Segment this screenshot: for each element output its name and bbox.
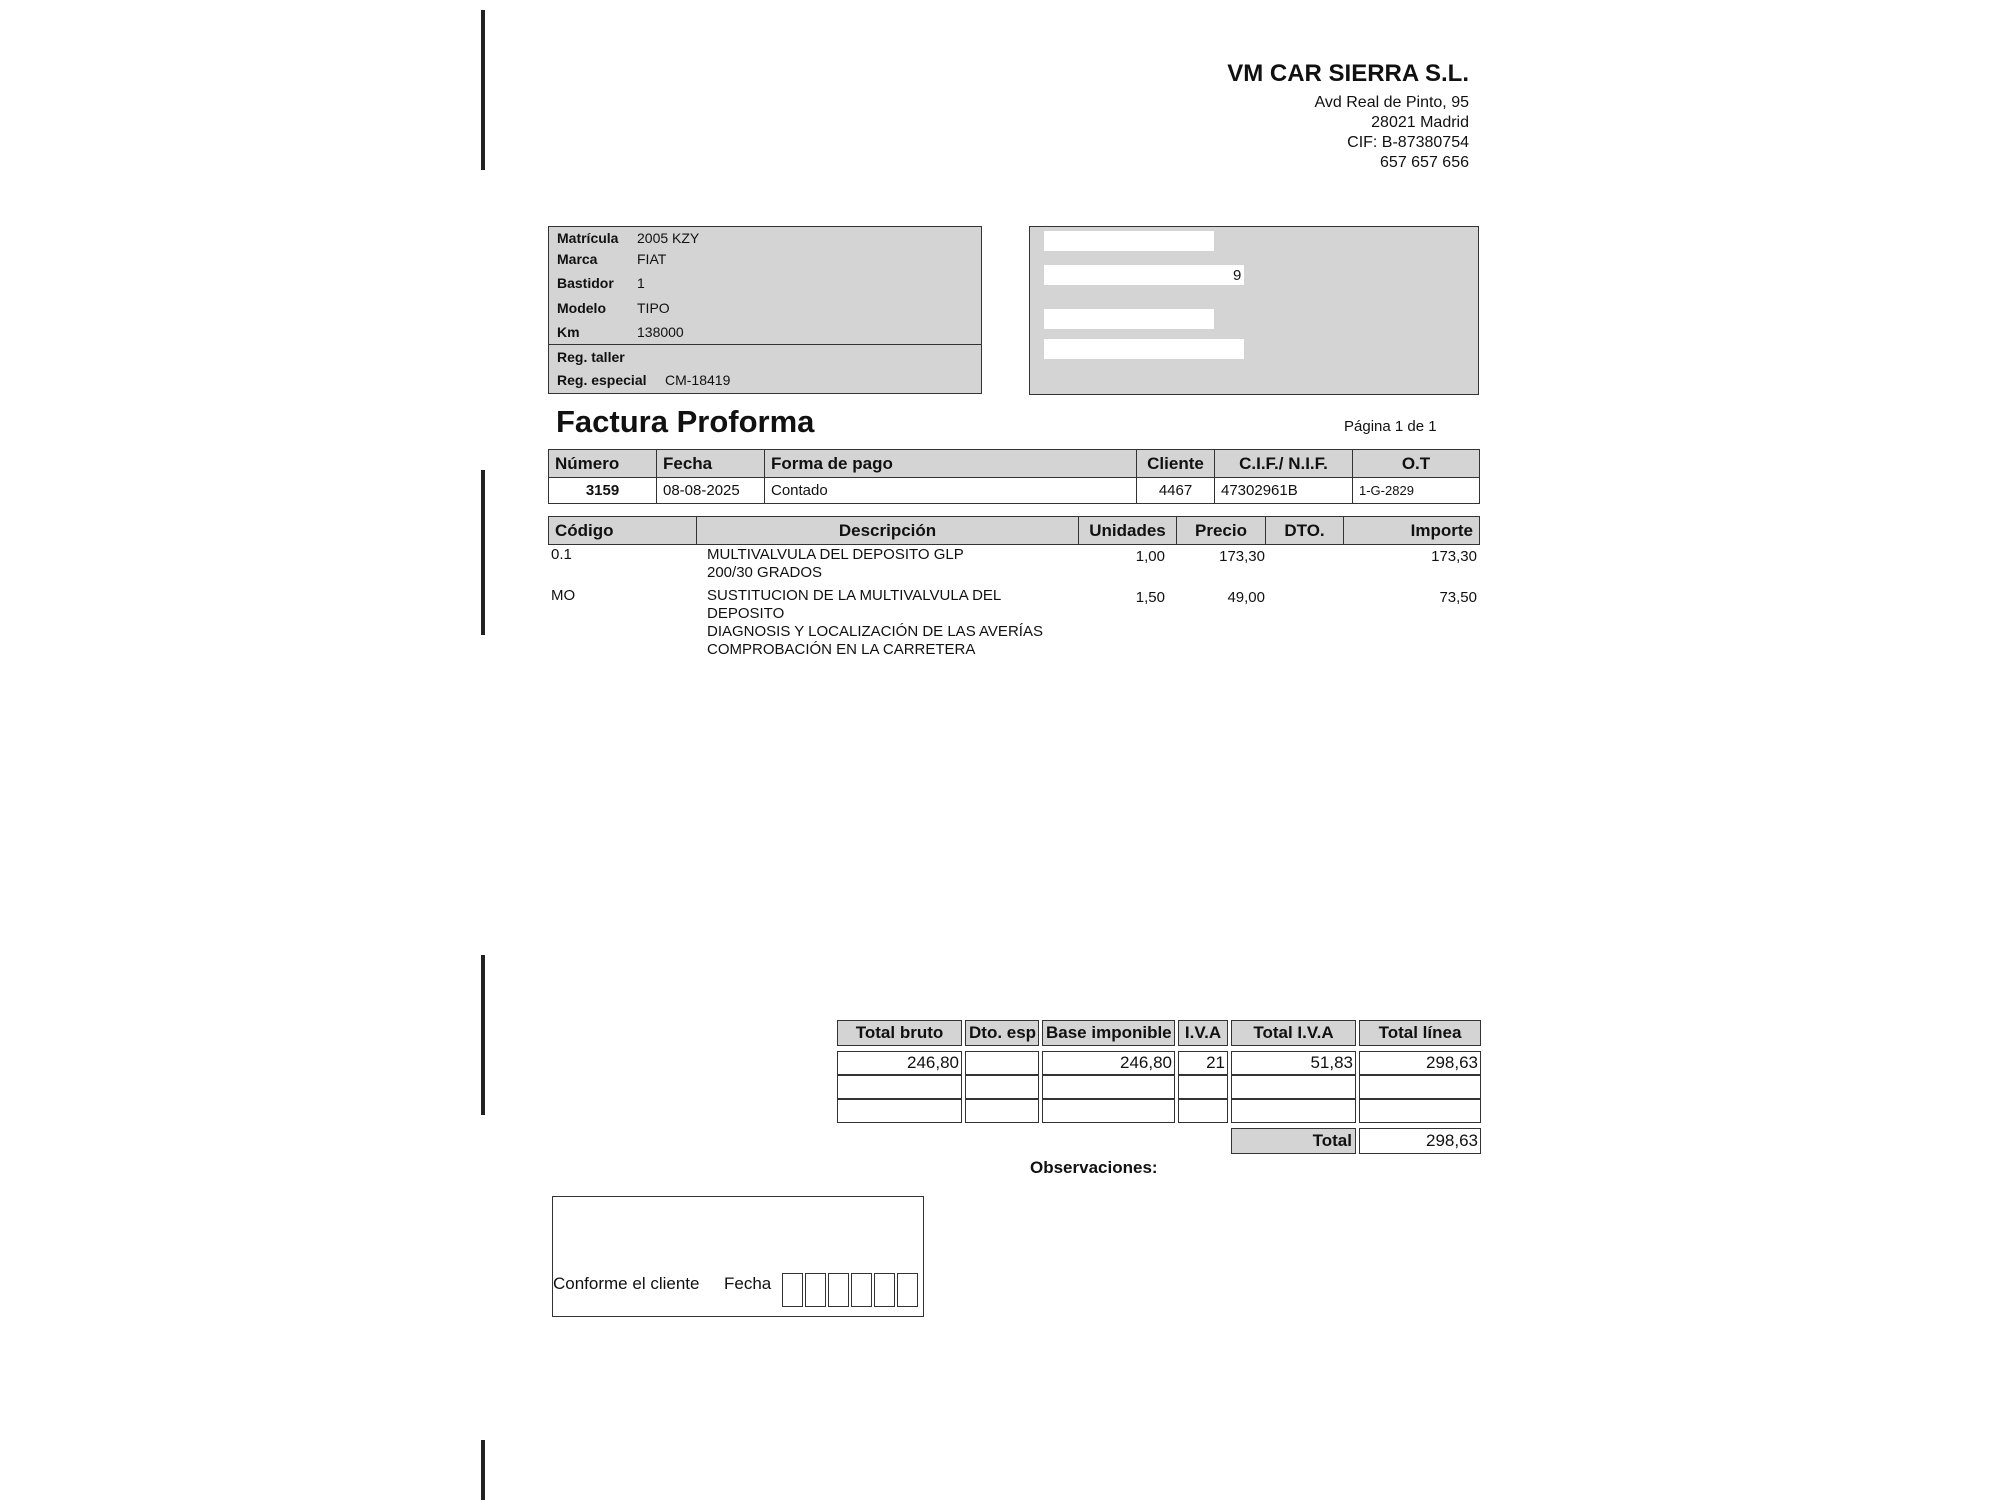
header-cliente: Cliente — [1137, 450, 1215, 478]
lines-header-descripcion: Descripción — [697, 517, 1079, 545]
totals-cell — [1231, 1099, 1356, 1123]
scan-edge-mark — [481, 955, 485, 1115]
company-address: Avd Real de Pinto, 95 — [1314, 94, 1469, 111]
km-label: Km — [557, 324, 580, 340]
line-item-description: COMPROBACIÓN EN LA CARRETERA — [707, 641, 976, 658]
line-item-price: 49,00 — [1227, 589, 1265, 606]
header-fecha: Fecha — [657, 450, 765, 478]
totals-cell: 298,63 — [1359, 1051, 1481, 1075]
date-digit-box[interactable] — [897, 1273, 918, 1307]
vehicle-row-modelo — [557, 300, 670, 316]
client-number: 4467 — [1137, 478, 1215, 504]
redaction-bar — [1044, 265, 1244, 285]
totals-header-total-bruto: Total bruto — [837, 1020, 962, 1046]
line-items-header — [548, 516, 1480, 545]
lines-header-precio: Precio — [1177, 517, 1266, 545]
payment-method: Contado — [765, 478, 1137, 504]
vehicle-row-marca — [557, 251, 666, 267]
line-item-description: SUSTITUCION DE LA MULTIVALVULA DEL — [707, 587, 1002, 604]
grand-total-label: Total — [1231, 1128, 1356, 1154]
vehicle-row-reg-taller — [557, 349, 625, 365]
totals-cell — [965, 1099, 1039, 1123]
totals-cell — [965, 1075, 1039, 1099]
reg-taller-label: Reg. taller — [557, 349, 625, 365]
line-item-price: 173,30 — [1219, 548, 1265, 565]
line-item-units: 1,00 — [1135, 548, 1165, 565]
header-ot: O.T — [1353, 450, 1480, 478]
header-cif-nif: C.I.F./ N.I.F. — [1215, 450, 1353, 478]
matricula-label: Matrícula — [557, 230, 619, 246]
marca-value: FIAT — [637, 251, 667, 267]
work-order: 1-G-2829 — [1353, 478, 1480, 504]
totals-cell: 246,80 — [1042, 1051, 1175, 1075]
totals-cell — [1042, 1075, 1175, 1099]
invoice-number: 3159 — [549, 478, 657, 504]
line-item-description: DIAGNOSIS Y LOCALIZACIÓN DE LAS AVERÍAS — [707, 623, 1043, 640]
totals-header-total-iva: Total I.V.A — [1231, 1020, 1356, 1046]
redaction-bar — [1044, 339, 1244, 359]
bastidor-label: Bastidor — [557, 275, 614, 291]
client-signature-box — [552, 1196, 924, 1317]
redaction-bar — [1044, 231, 1214, 251]
lines-header-importe: Importe — [1344, 517, 1480, 545]
line-item-code: MO — [551, 587, 576, 604]
totals-cell — [837, 1099, 962, 1123]
lines-header-dto: DTO. — [1266, 517, 1344, 545]
grand-total-value: 298,63 — [1359, 1128, 1481, 1154]
invoice-header-table — [548, 449, 1480, 504]
totals-cell — [1042, 1099, 1175, 1123]
client-info-box — [1029, 226, 1479, 395]
totals-header-total-linea: Total línea — [1359, 1020, 1481, 1046]
totals-cell — [1178, 1099, 1228, 1123]
header-forma-pago: Forma de pago — [765, 450, 1137, 478]
date-digit-box[interactable] — [828, 1273, 849, 1307]
header-numero: Número — [549, 450, 657, 478]
reg-especial-label: Reg. especial — [557, 372, 647, 388]
line-item-amount: 173,30 — [1431, 548, 1477, 565]
reg-especial-value: CM-18419 — [665, 372, 731, 388]
line-item-amount: 73,50 — [1439, 589, 1477, 606]
date-digit-box[interactable] — [851, 1273, 872, 1307]
company-phone: 657 657 656 — [1380, 154, 1469, 171]
redaction-bar — [1044, 309, 1214, 329]
company-name: VM CAR SIERRA S.L. — [1227, 60, 1469, 87]
totals-cell: 51,83 — [1231, 1051, 1356, 1075]
fecha-label: Fecha — [724, 1274, 772, 1293]
line-item-description: DEPOSITO — [707, 605, 785, 622]
scan-edge-mark — [481, 470, 485, 635]
client-cif-nif: 47302961B — [1215, 478, 1353, 504]
line-item-description: MULTIVALVULA DEL DEPOSITO GLP — [707, 546, 964, 563]
totals-header-base-imponible: Base imponible — [1042, 1020, 1175, 1046]
date-digit-box[interactable] — [805, 1273, 826, 1307]
totals-cell — [1178, 1075, 1228, 1099]
modelo-value: TIPO — [637, 300, 670, 316]
totals-cell — [1359, 1075, 1481, 1099]
page-title: Factura Proforma — [556, 404, 815, 439]
vehicle-row-bastidor — [557, 275, 645, 291]
date-digit-box[interactable] — [874, 1273, 895, 1307]
modelo-label: Modelo — [557, 300, 606, 316]
lines-header-codigo: Código — [549, 517, 697, 545]
conforme-label: Conforme el cliente — [553, 1274, 700, 1293]
marca-label: Marca — [557, 251, 598, 267]
company-city: 28021 Madrid — [1371, 114, 1469, 131]
company-cif: CIF: B-87380754 — [1347, 134, 1469, 151]
km-value: 138000 — [637, 324, 684, 340]
lines-header-unidades: Unidades — [1079, 517, 1177, 545]
vehicle-info-box — [548, 226, 982, 394]
line-item-code: 0.1 — [551, 546, 572, 563]
line-item-description: 200/30 GRADOS — [707, 564, 823, 581]
totals-cell — [965, 1051, 1039, 1075]
matricula-value: 2005 KZY — [637, 230, 700, 246]
client-visible-fragment: 9 — [1233, 267, 1242, 284]
scan-edge-mark — [481, 1440, 485, 1500]
page-number: Página 1 de 1 — [1344, 418, 1437, 435]
date-digit-box[interactable] — [782, 1273, 803, 1307]
vehicle-row-km — [557, 324, 684, 340]
totals-cell — [1359, 1099, 1481, 1123]
line-item-units: 1,50 — [1135, 589, 1165, 606]
vehicle-row-matricula — [557, 230, 699, 246]
totals-table — [834, 1020, 1484, 1154]
totals-cell: 246,80 — [837, 1051, 962, 1075]
totals-cell — [837, 1075, 962, 1099]
totals-cell — [1231, 1075, 1356, 1099]
invoice-date: 08-08-2025 — [657, 478, 765, 504]
observaciones-label: Observaciones: — [1030, 1158, 1158, 1177]
vehicle-row-reg-especial — [557, 372, 730, 388]
vehicle-box-divider — [549, 344, 981, 345]
bastidor-value: 1 — [637, 275, 645, 291]
totals-header-iva: I.V.A — [1178, 1020, 1228, 1046]
totals-header-dto-esp: Dto. esp — [965, 1020, 1039, 1046]
scan-edge-mark — [481, 10, 485, 170]
totals-cell: 21 — [1178, 1051, 1228, 1075]
